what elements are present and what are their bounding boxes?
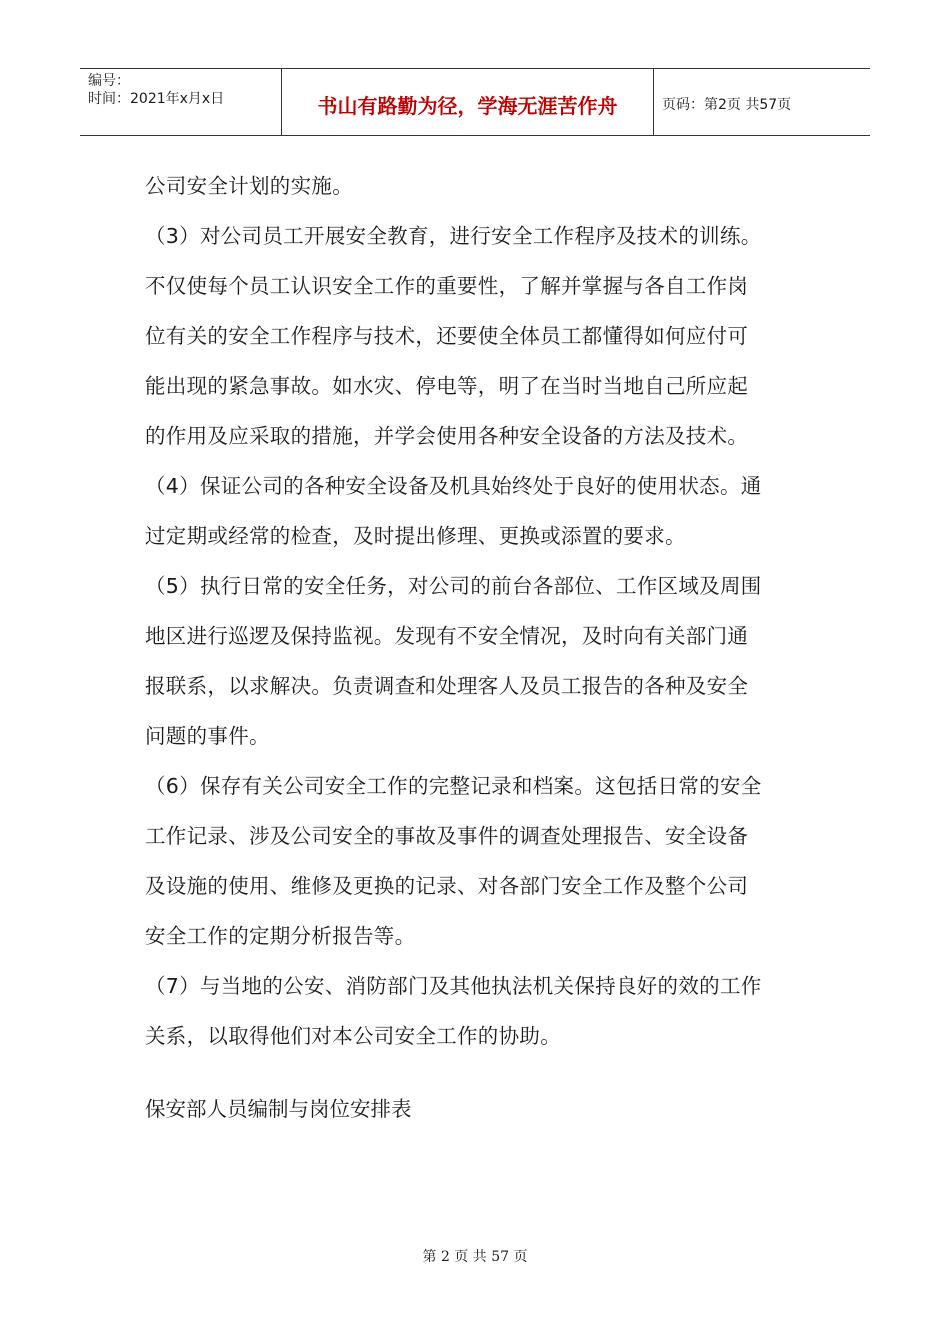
table-caption: 保安部人员编制与岗位安排表 xyxy=(145,1097,412,1121)
body-line: 及设施的使用、维修及更换的记录、对各部门安全工作及整个公司 xyxy=(145,874,749,898)
body-line: 地区进行巡逻及保持监视。发现有不安全情况，及时向有关部门通 xyxy=(145,624,749,648)
page-header xyxy=(80,68,870,136)
body-line: （7）与当地的公安、消防部门及其他执法机关保持良好的效的工作 xyxy=(145,974,762,998)
header-motto: 书山有路勤为径，学海无涯苦作舟 xyxy=(282,69,654,135)
body-line: 的作用及应采取的措施，并学会使用各种安全设备的方法及技术。 xyxy=(145,424,749,448)
document-date-label: 时间：2021年x月x日 xyxy=(88,91,225,107)
body-line: （6）保存有关公司安全工作的完整记录和档案。这包括日常的安全 xyxy=(145,774,762,798)
body-line: 关系，以取得他们对本公司安全工作的协助。 xyxy=(145,1024,561,1048)
header-page-info: 页码：第2页 共57页 xyxy=(662,97,792,113)
body-line: （4）保证公司的各种安全设备及机具始终处于良好的使用状态。通 xyxy=(145,474,762,498)
body-line: 公司安全计划的实施。 xyxy=(145,174,353,198)
body-line: 工作记录、涉及公司安全的事故及事件的调查处理报告、安全设备 xyxy=(145,824,749,848)
body-line: 过定期或经常的检查，及时提出修理、更换或添置的要求。 xyxy=(145,524,686,548)
body-line: 能出现的紧急事故。如水灾、停电等，明了在当时当地自己所应起 xyxy=(145,374,749,398)
body-line: 报联系，以求解决。负责调查和处理客人及员工报告的各种及安全 xyxy=(145,674,749,698)
body-line: 问题的事件。 xyxy=(145,724,270,748)
body-line: 位有关的安全工作程序与技术，还要使全体员工都懂得如何应付可 xyxy=(145,324,749,348)
document-number-label: 编号： xyxy=(88,73,130,89)
body-line: 安全工作的定期分析报告等。 xyxy=(145,924,416,948)
header-meta xyxy=(80,69,282,135)
body-line: 不仅使每个员工认识安全工作的重要性，了解并掌握与各自工作岗 xyxy=(145,274,749,298)
body-line: （5）执行日常的安全任务，对公司的前台各部位、工作区域及周围 xyxy=(145,574,762,598)
body-line: （3）对公司员工开展安全教育，进行安全工作程序及技术的训练。 xyxy=(145,224,762,248)
document-body xyxy=(145,161,813,1061)
page-footer: 第 2 页 共 57 页 xyxy=(422,1249,528,1265)
